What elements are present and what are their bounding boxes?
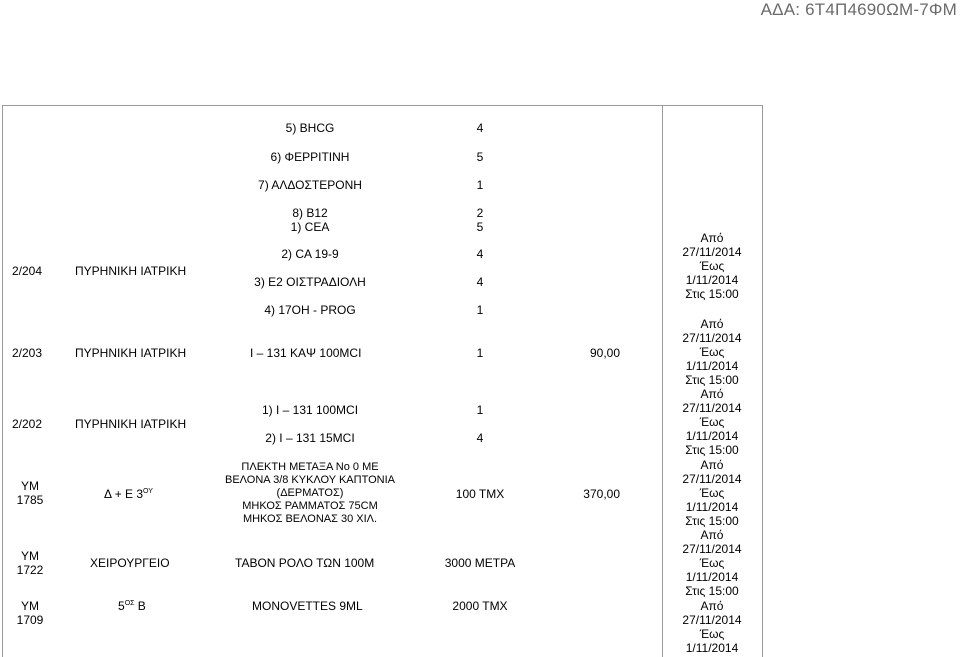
row-dept: ΠΥΡΗΝΙΚΗ ΙΑΤΡΙΚΗ — [75, 264, 187, 278]
item-name: 1) CEA — [290, 220, 330, 234]
item-qty: 100 ΤΜΧ — [455, 487, 505, 501]
item-price: 90,00 — [589, 346, 620, 360]
delivery-date: Από 27/11/2014 Έως 1/11/2014 Στις 15:00 — [682, 387, 742, 457]
item-name: MONOVETTES 9ML — [252, 599, 363, 613]
delivery-date: Από 27/11/2014 Έως 1/11/2014 Στις 15:00 — [682, 458, 742, 528]
row-code: 2/202 — [12, 417, 43, 431]
item-qty: 2000 ΤΜΧ — [452, 599, 508, 613]
frame-line-top — [2, 105, 763, 106]
item-name: 2) CA 19-9 — [281, 247, 339, 261]
item-qty: 4 — [476, 121, 484, 135]
item-name: 2) Ι – 131 15MCI — [265, 431, 355, 445]
item-name: 1) Ι – 131 100MCI — [261, 403, 359, 417]
row-code: 2/204 — [12, 264, 43, 278]
row-code: ΥΜ 1785 — [16, 479, 44, 507]
item-qty: 4 — [476, 247, 484, 261]
row-dept: Δ + Ε $3^{O\Upsilon}$ — [104, 487, 153, 501]
item-qty: 3000 ΜΕΤΡΑ — [444, 556, 516, 570]
item-name: 8) Β12 — [292, 206, 328, 220]
item-name: 6) ΦΕΡΡΙΤΙΝΗ — [270, 150, 350, 164]
row-dept: ΠΥΡΗΝΙΚΗ ΙΑΤΡΙΚΗ — [75, 417, 187, 431]
item-qty: 4 — [476, 431, 484, 445]
frame-line-left — [2, 105, 3, 657]
item-name: 7) ΑΛΔΟΣΤΕΡΟΝΗ — [258, 178, 362, 192]
item-qty: 1 — [476, 403, 484, 417]
item-qty: 2 — [476, 206, 484, 220]
item-description: ΠΛΕΚΤΗ ΜΕΤΑΞΑ Νο 0 ΜΕ ΒΕΛΟΝΑ 3/8 ΚΥΚΛΟΥ ΚΑΠΤΟΝΙΑ (ΔΕΡΜΑΤΟΣ) ΜΗΚΟΣ ΡΑΜΜΑΤΟΣ 75CM ΜΗΚΟΣ ΒΕΛΟΝΑΣ 30 ΧΙΛ. — [225, 461, 395, 525]
item-qty: 1 — [476, 178, 484, 192]
row-dept: ΧΕΙΡΟΥΡΓΕΙΟ — [90, 556, 170, 570]
item-qty: 5 — [476, 220, 484, 234]
item-qty: 4 — [476, 275, 484, 289]
row-code: ΥΜ 1722 — [16, 549, 44, 577]
delivery-date: Από 27/11/2014 Έως 1/11/2014 — [682, 599, 742, 655]
row-code: 2/203 — [12, 346, 43, 360]
item-qty: 1 — [476, 303, 484, 317]
item-name: 5) BHCG — [285, 121, 335, 135]
row-dept: ΠΥΡΗΝΙΚΗ ΙΑΤΡΙΚΗ — [75, 346, 187, 360]
delivery-date: Από 27/11/2014 Έως 1/11/2014 Στις 15:00 — [682, 231, 742, 301]
item-price: 370,00 — [583, 487, 620, 501]
ada-stamp: ΑΔΑ: 6Τ4Π4690ΩΜ-7ΦΜ — [760, 0, 957, 19]
item-name: 4) 17ΟΗ - PROG — [264, 303, 356, 317]
item-name: ΤΑΒΟΝ ΡΟΛΟ ΤΩΝ 100Μ — [235, 556, 375, 570]
item-qty: 1 — [476, 346, 484, 360]
item-name: 3) Ε2 ΟΙΣΤΡΑΔΙΟΛΗ — [254, 275, 366, 289]
delivery-date: Από 27/11/2014 Έως 1/11/2014 Στις 15:00 — [682, 317, 742, 387]
item-name: Ι – 131 ΚΑΨ 100MCI — [250, 346, 362, 360]
item-qty: 5 — [476, 150, 484, 164]
frame-line-right — [762, 105, 763, 657]
delivery-date: Από 27/11/2014 Έως 1/11/2014 Στις 15:00 — [682, 528, 742, 598]
row-code: ΥΜ 1709 — [16, 599, 44, 627]
row-dept: $5^{O\Sigma}$ Β — [118, 599, 146, 613]
